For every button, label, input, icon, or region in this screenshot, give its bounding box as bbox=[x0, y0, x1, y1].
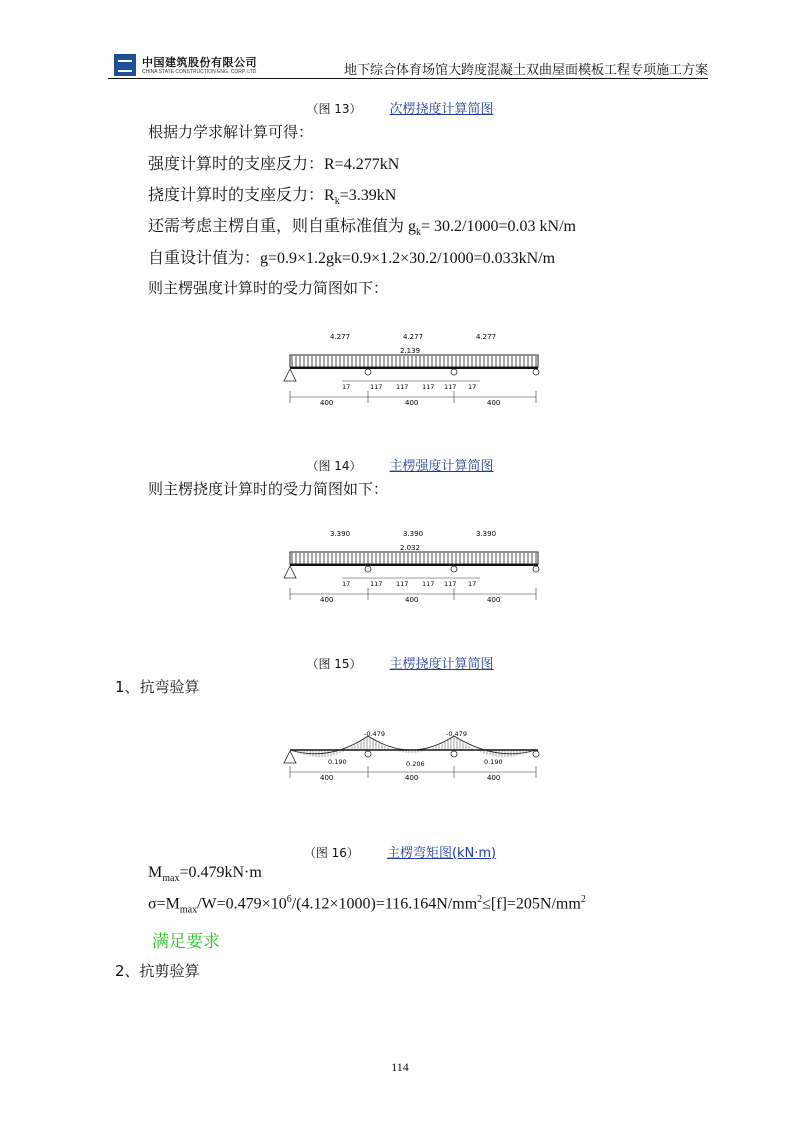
support-roller-icon bbox=[365, 369, 371, 375]
diagram-16-span-3: 400 bbox=[487, 774, 501, 782]
figure-13-title-link[interactable]: 次楞挠度计算简图 bbox=[389, 102, 494, 117]
diagram-14-subspan-3: 117 bbox=[396, 383, 409, 391]
figure-15-number: （图 15） bbox=[306, 657, 362, 671]
diagram-15-subspan-6: 17 bbox=[468, 580, 477, 588]
mmax-line bbox=[148, 864, 262, 884]
sigma-sup-2: 2 bbox=[477, 894, 483, 905]
section-heading-bending: 1、抗弯验算 bbox=[115, 678, 200, 696]
figure-15-caption bbox=[0, 653, 800, 672]
company-name-cn: 中国建筑股份有限公司 bbox=[142, 56, 257, 69]
text-line-4 bbox=[148, 213, 576, 238]
sigma-sup-1: 6 bbox=[286, 894, 292, 905]
header-divider bbox=[108, 78, 708, 79]
diagram-16-span-1: 400 bbox=[320, 774, 334, 782]
diagram-15-supports bbox=[284, 566, 539, 578]
text-line-4-sub: k bbox=[416, 227, 422, 239]
diagram-16-span-2: 400 bbox=[405, 774, 419, 782]
diagram-14-span-2: 400 bbox=[405, 399, 419, 407]
support-roller-icon bbox=[451, 751, 457, 757]
text-line-4-pre: 还需考虑主楞自重，则自重标准值为 g bbox=[148, 218, 417, 235]
diagram-14-load-label-2: 4.277 bbox=[403, 333, 424, 341]
diagram-14-subspan-4: 117 bbox=[422, 383, 435, 391]
diagram-16-neg-label-1: -0.479 bbox=[364, 730, 385, 738]
diagram-14-subspan-1: 17 bbox=[342, 383, 351, 391]
sigma-a: σ=M bbox=[148, 895, 180, 913]
support-pin-icon bbox=[284, 751, 296, 763]
text-line-1: 根据力学求解计算可得： bbox=[148, 123, 314, 141]
support-roller-icon bbox=[533, 369, 539, 375]
support-roller-icon bbox=[533, 566, 539, 572]
diagram-16-hatch bbox=[292, 736, 535, 757]
page-number: 114 bbox=[391, 1060, 409, 1074]
mmax-symbol: M bbox=[148, 864, 163, 881]
sigma-c: /(4.12×1000)=116.164N/mm bbox=[291, 895, 478, 913]
support-roller-icon bbox=[365, 566, 371, 572]
figure-16-number: （图 16） bbox=[303, 846, 359, 860]
text-line-5: 自重设计值为：g=0.9×1.2gk=0.9×1.2×30.2/1000=0.033kN/m bbox=[148, 250, 556, 267]
diagram-14-span-3: 400 bbox=[487, 399, 501, 407]
diagram-15-deflection bbox=[270, 522, 540, 612]
text-line-3-post: =3.39kN bbox=[339, 187, 397, 204]
figure-14-caption bbox=[0, 455, 800, 474]
figure-14-title-link[interactable]: 主楞强度计算简图 bbox=[389, 459, 494, 474]
diagram-15-subspan-2: 117 bbox=[370, 580, 383, 588]
diagram-14-load-label-3: 4.277 bbox=[476, 333, 497, 341]
support-pin-icon bbox=[284, 566, 296, 578]
diagram-14-subspan-6: 17 bbox=[468, 383, 477, 391]
mmax-value: =0.479kN·m bbox=[179, 864, 262, 881]
figure-13-number: （图 13） bbox=[306, 102, 362, 116]
diagram-16-pos-label-3: 0.190 bbox=[484, 758, 503, 766]
diagram-15-subspan-3: 117 bbox=[396, 580, 409, 588]
diagram-14-span-1: 400 bbox=[320, 399, 334, 407]
text-line-6: 则主楞强度计算时的受力简图如下： bbox=[148, 279, 389, 297]
mmax-sub: max bbox=[162, 873, 180, 885]
diagram-15-load-label-2: 3.390 bbox=[403, 530, 424, 538]
diagram-14-subspan-5: 117 bbox=[444, 383, 457, 391]
requirement-satisfied-text: 满足要求 bbox=[152, 932, 220, 952]
diagram-15-span-2: 400 bbox=[405, 596, 419, 604]
page-header bbox=[108, 52, 708, 80]
diagram-16-pos-label-2: 0.206 bbox=[406, 760, 425, 768]
text-line-4-post: = 30.2/1000=0.03 kN/m bbox=[421, 218, 576, 235]
diagram-14-load-label-1: 4.277 bbox=[330, 333, 351, 341]
text-line-3-sub: k bbox=[334, 196, 340, 208]
support-roller-icon bbox=[451, 566, 457, 572]
support-roller-icon bbox=[451, 369, 457, 375]
diagram-14-strength bbox=[270, 325, 540, 415]
figure-13-caption bbox=[0, 98, 800, 117]
section-heading-shear: 2、抗剪验算 bbox=[115, 962, 200, 980]
support-roller-icon bbox=[365, 751, 371, 757]
diagram-15-span-1: 400 bbox=[320, 596, 334, 604]
diagram-15-subspan-1: 17 bbox=[342, 580, 351, 588]
diagram-15-dist-load bbox=[290, 552, 538, 564]
diagram-14-dist-load bbox=[290, 355, 538, 367]
diagram-16-neg-label-2: -0.479 bbox=[446, 730, 467, 738]
figure-16-title-link[interactable]: 主楞弯矩图(kN·m) bbox=[386, 846, 497, 861]
support-pin-icon bbox=[284, 369, 296, 381]
company-name-en: CHINA STATE CONSTRUCTION ENG. CORP. LTD bbox=[142, 69, 257, 75]
diagram-15-span-3: 400 bbox=[487, 596, 501, 604]
diagram-16-moment bbox=[270, 728, 540, 788]
sigma-sup-3: 2 bbox=[580, 894, 586, 905]
sigma-b: /W=0.479×10 bbox=[197, 895, 287, 913]
diagram-15-load-label-1: 3.390 bbox=[330, 530, 351, 538]
diagram-15-subspan-5: 117 bbox=[444, 580, 457, 588]
sigma-d: ≤[f]=205N/mm bbox=[482, 895, 581, 913]
figure-14-number: （图 14） bbox=[306, 459, 362, 473]
company-logo-icon bbox=[114, 54, 136, 76]
diagram-14-dist-label: 2.139 bbox=[400, 347, 421, 355]
diagram-15-dist-label: 2.032 bbox=[400, 544, 421, 552]
figure-16-caption bbox=[0, 842, 800, 861]
diagram-15-subspan-4: 117 bbox=[422, 580, 435, 588]
diagram-14-subspan-2: 117 bbox=[370, 383, 383, 391]
text-line-7: 则主楞挠度计算时的受力简图如下： bbox=[148, 480, 389, 498]
sigma-line bbox=[148, 894, 586, 916]
figure-15-title-link[interactable]: 主楞挠度计算简图 bbox=[389, 657, 494, 672]
text-line-2 bbox=[148, 151, 399, 174]
text-line-2-label: 强度计算时的支座反力：R=4.277kN bbox=[148, 156, 400, 173]
text-line-3-pre: 挠度计算时的支座反力：R bbox=[148, 187, 335, 204]
sigma-sub: max bbox=[179, 904, 198, 916]
document-title: 地下综合体育场馆大跨度混凝土双曲屋面模板工程专项施工方案 bbox=[343, 63, 708, 78]
text-line-3 bbox=[148, 182, 396, 207]
diagram-14-supports bbox=[284, 369, 539, 381]
support-roller-icon bbox=[533, 751, 539, 757]
diagram-15-load-label-3: 3.390 bbox=[476, 530, 497, 538]
diagram-16-pos-label-1: 0.190 bbox=[328, 758, 347, 766]
